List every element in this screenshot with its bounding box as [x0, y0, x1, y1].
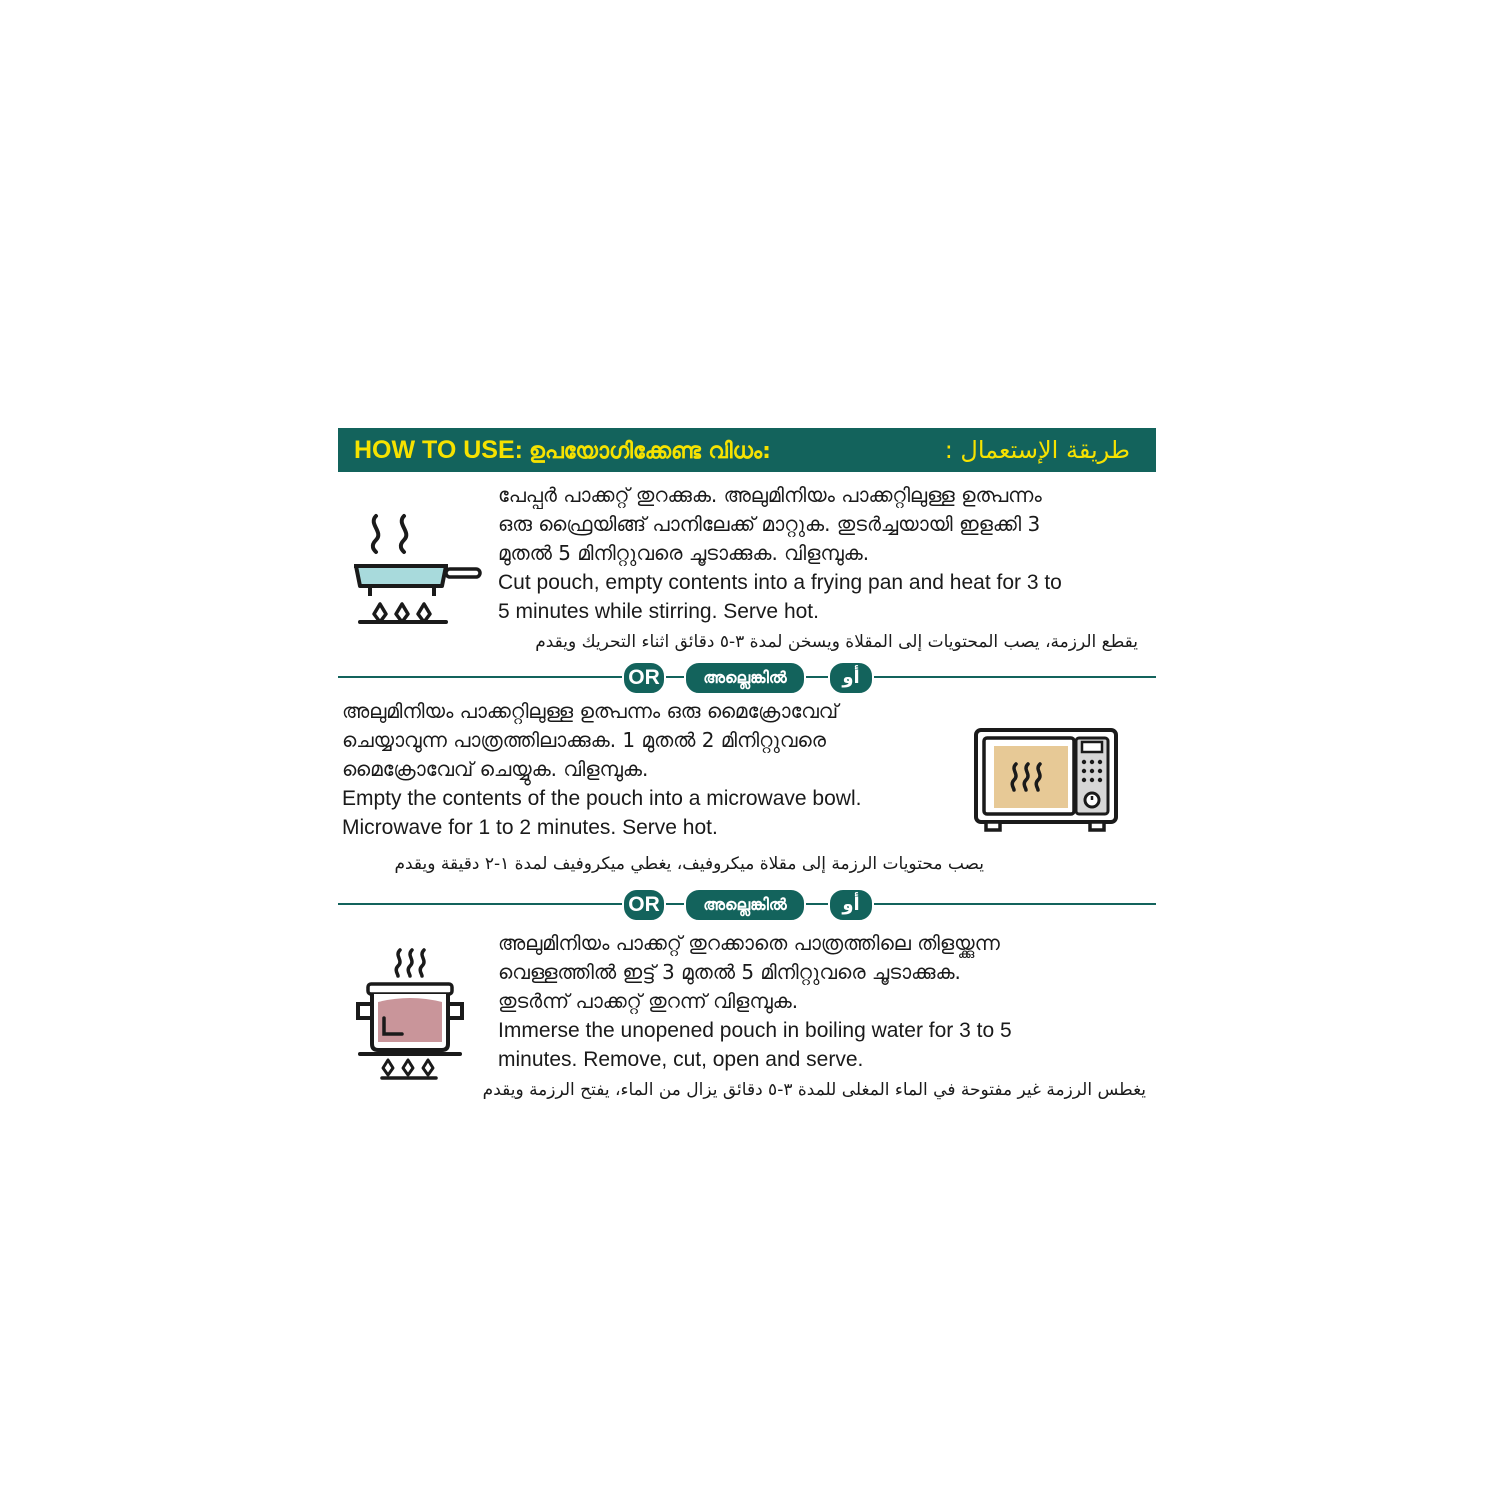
- method-3-ar: يغطس الرزمة غير مفتوحة في الماء المغلى للمدة ٣-٥ دقائق يزال من الماء، يفتح الرزمة ويقدم: [482, 1080, 1146, 1100]
- method-1-ml-line-3: മുതൽ 5 മിനിറ്റുവരെ ചൂടാക്കുക. വിളമ്പുക.: [498, 541, 870, 565]
- header-title-en: HOW TO USE:: [354, 436, 523, 464]
- or-badge-ml-1: അല്ലെങ്കിൽ: [684, 661, 806, 695]
- method-3-ml-line-1: അലുമിനിയം പാക്കറ്റ് തുറക്കാതെ പാത്രത്തിലെ തിളയ്ക്കുന്ന: [498, 931, 1000, 955]
- header-title: [354, 428, 771, 472]
- or-badge-en-1: OR: [622, 661, 666, 695]
- method-1-ml-line-1: പേപ്പർ പാക്കറ്റ് തുറക്കുക. അലുമിനിയം പാക്കറ്റിലുള്ള ഉത്പന്നം: [498, 483, 1042, 507]
- method-2-en-line-2: Microwave for 1 to 2 minutes. Serve hot.: [342, 816, 718, 839]
- boiling-pot-icon: [352, 944, 468, 1080]
- method-2-ml-line-1: അലുമിനിയം പാക്കറ്റിലുള്ള ഉത്പന്നം ഒരു മൈക്രോവേവ്: [342, 699, 839, 723]
- method-3-en-line-1: Immerse the unopened pouch in boiling water for 3 to 5: [498, 1019, 1012, 1042]
- or-badge-ml-2: അല്ലെങ്കിൽ: [684, 888, 806, 922]
- method-3-en-line-2: minutes. Remove, cut, open and serve.: [498, 1048, 864, 1071]
- method-2-en-line-1: Empty the contents of the pouch into a microwave bowl.: [342, 787, 862, 810]
- method-3-ml-line-2: വെള്ളത്തിൽ ഇട്ട് 3 മുതൽ 5 മിനിറ്റുവരെ ചൂടാക്കുക.: [498, 960, 961, 984]
- method-1-en-line-1: Cut pouch, empty contents into a frying pan and heat for 3 to: [498, 571, 1062, 594]
- header-title-ar: طريقة الإستعمال :: [944, 436, 1130, 464]
- frying-pan-on-stove-icon: [350, 512, 486, 624]
- method-1-en-line-2: 5 minutes while stirring. Serve hot.: [498, 600, 819, 623]
- method-3-ml-line-3: തുടർന്ന് പാക്കറ്റ് തുറന്ന് വിളമ്പുക.: [498, 989, 799, 1013]
- or-badge-en-2: OR: [622, 888, 666, 922]
- method-1-ml-line-2: ഒരു ഫ്രൈയിങ്ങ് പാനിലേക്ക് മാറ്റുക. തുടർച്ചയായി ഇളക്കി 3: [498, 512, 1041, 536]
- how-to-use-panel: [338, 428, 1156, 1118]
- or-badge-ar-1: أو: [828, 661, 874, 695]
- header-title-ml: ഉപയോഗിക്കേണ്ട വിധം:: [528, 439, 771, 464]
- method-2-ar: يصب محتويات الرزمة إلى مقلاة ميكروفيف، يغطي ميكروفيف لمدة ١-٢ دقيقة ويقدم: [394, 854, 984, 874]
- method-1-ar: يقطع الرزمة، يصب المحتويات إلى المقلاة ويسخن لمدة ٣-٥ دقائق اثناء التحريك ويقدم: [535, 632, 1138, 652]
- method-2-ml-line-2: ചെയ്യാവുന്ന പാത്രത്തിലാക്കുക. 1 മുതൽ 2 മിനിറ്റുവരെ: [342, 728, 826, 752]
- method-2-ml-line-3: മൈക്രോവേവ് ചെയ്യുക. വിളമ്പുക.: [342, 757, 649, 781]
- or-badge-ar-2: أو: [828, 888, 874, 922]
- microwave-icon: [972, 726, 1120, 836]
- header-bar: [338, 428, 1156, 472]
